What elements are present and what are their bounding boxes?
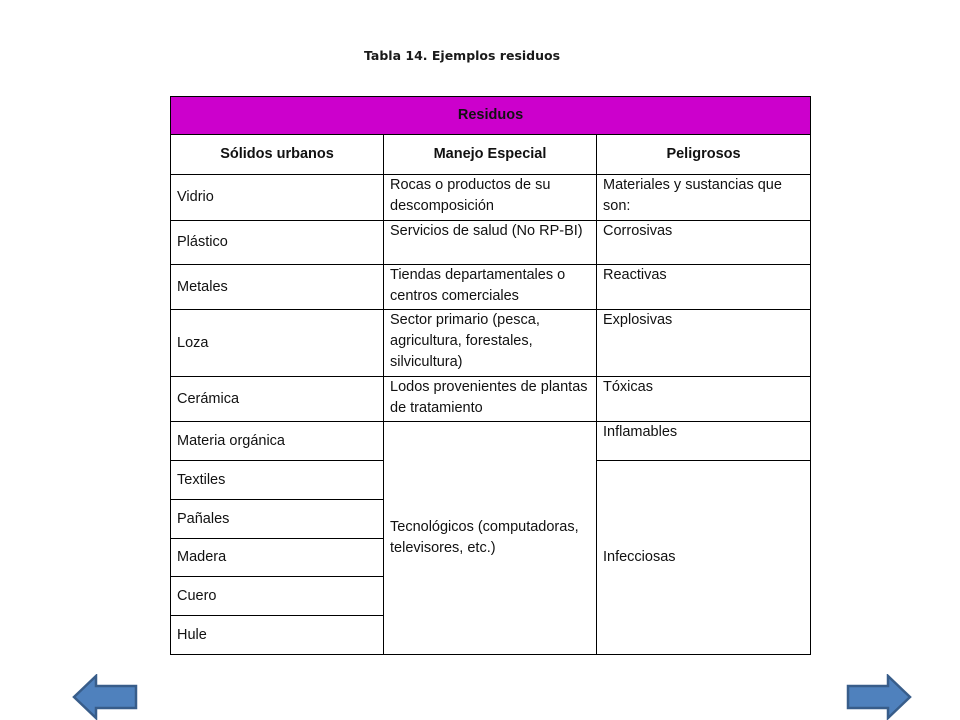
table-title: Residuos xyxy=(171,97,811,135)
solidos-cell: Textiles xyxy=(171,461,384,500)
manejo-cell: Tiendas departamentales o centros comerciales xyxy=(384,265,597,310)
peligrosos-cell: Reactivas xyxy=(597,265,811,310)
solidos-cell: Vidrio xyxy=(171,175,384,221)
table-row xyxy=(171,221,811,265)
solidos-cell: Hule xyxy=(171,616,384,655)
next-slide-button[interactable] xyxy=(846,674,912,720)
manejo-cell: Lodos provenientes de plantas de tratamiento xyxy=(384,377,597,422)
arrow-left-icon xyxy=(72,674,138,720)
arrow-right-icon xyxy=(846,674,912,720)
solidos-cell: Materia orgánica xyxy=(171,422,384,461)
table-row xyxy=(171,265,811,310)
table-row xyxy=(171,175,811,221)
solidos-cell: Loza xyxy=(171,310,384,377)
manejo-cell: Servicios de salud (No RP-BI) xyxy=(384,221,597,265)
previous-slide-button[interactable] xyxy=(72,674,138,720)
table-row xyxy=(171,310,811,377)
peligrosos-cell: Corrosivas xyxy=(597,221,811,265)
solidos-cell: Madera xyxy=(171,539,384,577)
table-caption: Tabla 14. Ejemplos residuos xyxy=(364,48,561,63)
table-row xyxy=(171,377,811,422)
manejo-cell: Rocas o productos de su descomposición xyxy=(384,175,597,221)
solidos-cell: Cuero xyxy=(171,577,384,616)
column-header-solidos-urbanos: Sólidos urbanos xyxy=(171,135,384,175)
manejo-cell: Sector primario (pesca, agricultura, forestales, silvicultura) xyxy=(384,310,597,377)
peligrosos-cell: Explosivas xyxy=(597,310,811,377)
peligrosos-cell: Inflamables xyxy=(597,422,811,461)
solidos-cell: Plástico xyxy=(171,221,384,265)
column-header-peligrosos: Peligrosos xyxy=(597,135,811,175)
solidos-cell: Pañales xyxy=(171,500,384,539)
table-row xyxy=(171,422,811,461)
column-header-manejo-especial: Manejo Especial xyxy=(384,135,597,175)
solidos-cell: Metales xyxy=(171,265,384,310)
peligrosos-cell: Materiales y sustancias que son: xyxy=(597,175,811,221)
peligrosos-cell-infecciosas: Infecciosas xyxy=(597,461,811,655)
manejo-cell-tecnologicos: Tecnológicos (computadoras, televisores, etc.) xyxy=(384,422,597,655)
peligrosos-cell: Tóxicas xyxy=(597,377,811,422)
residuos-table xyxy=(170,96,811,655)
solidos-cell: Cerámica xyxy=(171,377,384,422)
